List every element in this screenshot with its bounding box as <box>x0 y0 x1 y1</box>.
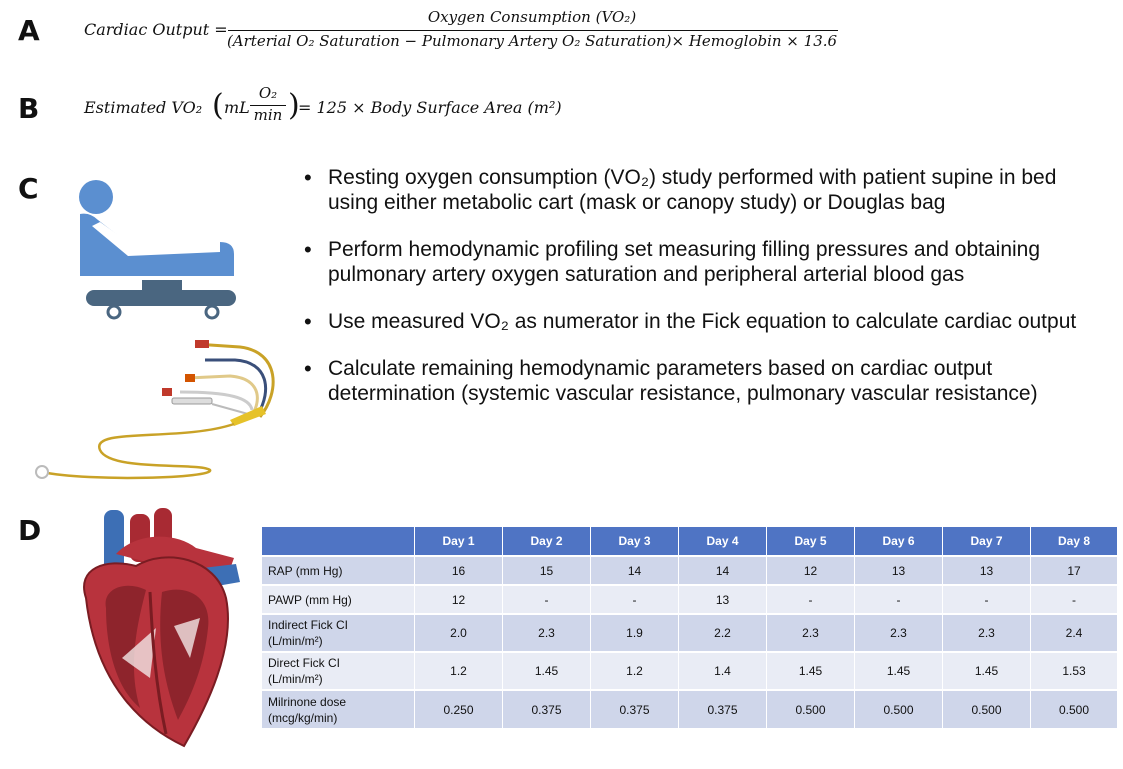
fraction-bar-a <box>228 30 838 31</box>
table-cell: 12 <box>415 585 503 614</box>
table-cell: 1.53 <box>1031 652 1118 690</box>
table-header-cell: Day 5 <box>767 527 855 556</box>
cardiac-output-denominator: (Arterial O₂ Saturation − Pulmonary Artery O₂ Saturation)× Hemoglobin × 13.6 <box>226 32 838 50</box>
open-paren: ( <box>212 88 224 123</box>
row-label-unit: (mcg/kg/min) <box>268 710 338 725</box>
table-cell: 0.250 <box>415 690 503 728</box>
table-cell: 0.375 <box>679 690 767 728</box>
table-header-cell: Day 3 <box>591 527 679 556</box>
table-cell: 1.2 <box>591 652 679 690</box>
table-cell: 2.3 <box>503 614 591 652</box>
table-row <box>262 614 1118 652</box>
table-cell: 1.2 <box>415 652 503 690</box>
table-cell: 0.500 <box>767 690 855 728</box>
patient-bed-icon <box>70 178 250 320</box>
table-header-cell: Day 4 <box>679 527 767 556</box>
table-cell: 1.45 <box>943 652 1031 690</box>
bullet-item: • Calculate remaining hemodynamic parameters based on cardiac output determination (systemic vascular resistance, pulmonary vascular resistance) <box>300 356 1100 406</box>
table-cell: 16 <box>415 556 503 585</box>
table-header-cell: Day 7 <box>943 527 1031 556</box>
table-cell: 0.500 <box>1031 690 1118 728</box>
row-label-main: Indirect Fick CI <box>268 618 349 632</box>
unit-denominator: min <box>253 106 283 124</box>
table-cell: - <box>855 585 943 614</box>
cardiac-output-numerator: Oxygen Consumption (VO₂) <box>427 8 637 26</box>
cardiac-output-lhs: Cardiac Output = <box>84 20 228 39</box>
table-header-row <box>262 527 1118 556</box>
table-cell: 0.375 <box>503 690 591 728</box>
table-cell: 17 <box>1031 556 1118 585</box>
table-row <box>262 690 1118 728</box>
row-label-unit: (L/min/m²) <box>268 634 323 648</box>
table-cell: - <box>1031 585 1118 614</box>
table-header-cell: Day 6 <box>855 527 943 556</box>
panel-label-d: D <box>18 514 42 547</box>
row-label <box>262 690 415 728</box>
table-cell: 2.3 <box>855 614 943 652</box>
method-bullet-list <box>300 165 1100 428</box>
table-cell: 0.500 <box>855 690 943 728</box>
table-cell: 13 <box>943 556 1031 585</box>
panel-label-b: B <box>18 92 40 125</box>
hemodynamics-table <box>262 527 1118 728</box>
table-cell: 14 <box>591 556 679 585</box>
row-label-unit: (L/min/m²) <box>268 672 323 686</box>
close-paren: ) <box>288 88 300 123</box>
table-row <box>262 556 1118 585</box>
table-cell: 2.0 <box>415 614 503 652</box>
table-cell: 0.375 <box>591 690 679 728</box>
table-cell: 13 <box>855 556 943 585</box>
bullet-item: • Use measured VO₂ as numerator in the Fick equation to calculate cardiac output <box>300 309 1100 334</box>
catheter-icon <box>30 332 290 487</box>
row-label <box>262 652 415 690</box>
table-header-corner <box>262 527 415 556</box>
table-cell: - <box>503 585 591 614</box>
table-cell: 2.2 <box>679 614 767 652</box>
row-label-main: Milrinone dose <box>268 694 347 709</box>
unit-numerator: O₂ <box>258 84 278 102</box>
estimated-vo2-rhs: = 125 × Body Surface Area (m²) <box>298 98 562 117</box>
table-cell: - <box>767 585 855 614</box>
heart-icon <box>66 508 252 753</box>
bullet-item: • Perform hemodynamic profiling set measuring filling pressures and obtaining pulmonary artery oxygen saturation and peripheral arterial blood gas <box>300 237 1100 287</box>
row-label: RAP (mm Hg) <box>262 556 415 585</box>
table-header-cell: Day 2 <box>503 527 591 556</box>
table-cell: - <box>591 585 679 614</box>
bullet-item: • Resting oxygen consumption (VO₂) study performed with patient supine in bed using either metabolic cart (mask or canopy study) or Douglas bag <box>300 165 1100 215</box>
panel-label-a: A <box>18 14 40 47</box>
row-label-main: Direct Fick CI <box>268 656 340 670</box>
table-cell: 0.500 <box>943 690 1031 728</box>
table-cell: 1.45 <box>503 652 591 690</box>
table-row <box>262 652 1118 690</box>
table-cell: 13 <box>679 585 767 614</box>
table-cell: 1.45 <box>855 652 943 690</box>
table-header-cell: Day 1 <box>415 527 503 556</box>
unit-prefix: mL <box>224 98 250 117</box>
table-cell: 14 <box>679 556 767 585</box>
table-cell: 1.45 <box>767 652 855 690</box>
table-row <box>262 585 1118 614</box>
table-cell: 2.4 <box>1031 614 1118 652</box>
table-cell: - <box>943 585 1031 614</box>
table-cell: 12 <box>767 556 855 585</box>
estimated-vo2-lhs: Estimated VO₂ <box>84 98 203 117</box>
table-cell: 1.9 <box>591 614 679 652</box>
table-cell: 1.4 <box>679 652 767 690</box>
table-cell: 2.3 <box>767 614 855 652</box>
panel-label-c: C <box>18 172 39 205</box>
table-cell: 15 <box>503 556 591 585</box>
row-label <box>262 614 415 652</box>
table-cell: 2.3 <box>943 614 1031 652</box>
row-label: PAWP (mm Hg) <box>262 585 415 614</box>
table-header-cell: Day 8 <box>1031 527 1118 556</box>
